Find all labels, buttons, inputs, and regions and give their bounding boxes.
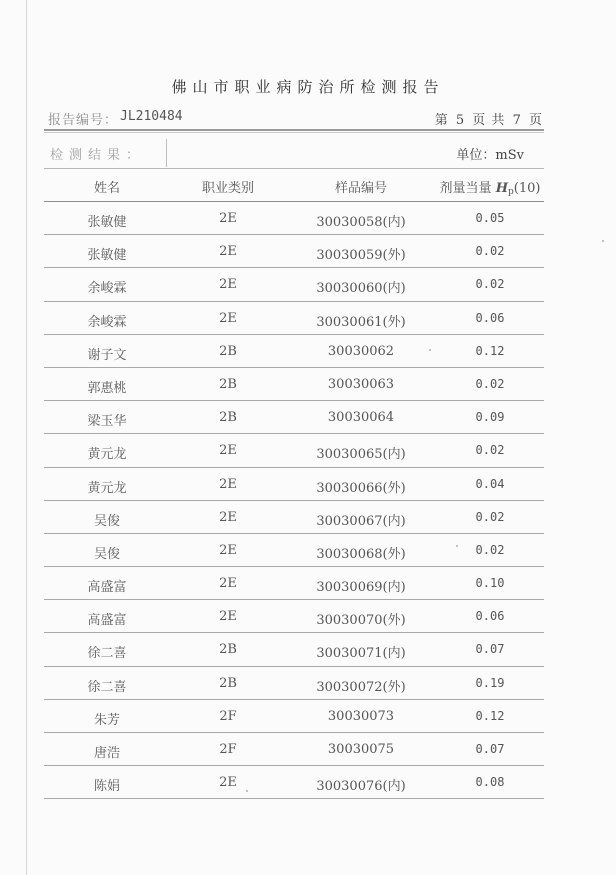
cell-sample-no: 30030063	[327, 376, 395, 392]
cell-dose: 0.05	[475, 211, 505, 225]
cell-name: 徐二喜	[87, 679, 127, 695]
cell-sample-no: 30030067(内)	[316, 513, 406, 529]
table-row	[44, 600, 544, 633]
cell-dose: 0.02	[475, 376, 505, 391]
scan-speck	[246, 790, 248, 792]
cell-name: 黄元龙	[87, 480, 127, 496]
cell-dose: 0.10	[475, 576, 505, 591]
cell-sample-no: 30030071(内)	[316, 646, 406, 662]
page-current: 5	[455, 113, 466, 128]
table-row	[44, 534, 544, 567]
cell-dose: 0.07	[475, 642, 505, 657]
cell-sample-no: 30030062	[327, 343, 395, 359]
cell-name: 余峻霖	[87, 281, 127, 297]
table-row	[44, 733, 544, 766]
cell-name: 朱芳	[93, 712, 120, 728]
header-dose-suffix: (10)	[513, 181, 541, 196]
table-row	[44, 368, 544, 401]
scan-speck	[602, 240, 604, 242]
header-category: 职业类别	[201, 181, 254, 196]
unit-label: 单位：mSv	[456, 148, 524, 163]
table-row	[44, 667, 544, 700]
cell-name: 高盛富	[87, 613, 127, 629]
report-number-value: JL210484	[120, 109, 183, 124]
cell-dose: 0.07	[475, 742, 505, 756]
cell-name: 吴俊	[93, 513, 120, 529]
cell-sample-no: 30030070(外)	[316, 613, 406, 629]
cell-sample-no: 30030059(外)	[316, 248, 406, 264]
page-suffix: 页	[528, 113, 543, 128]
page-indicator	[434, 109, 544, 128]
header-dose	[436, 177, 544, 197]
cell-dose: 0.02	[475, 443, 505, 458]
cell-dose: 0.02	[475, 244, 505, 259]
cell-sample-no: 30030060(内)	[316, 281, 406, 297]
table-row	[44, 302, 544, 335]
cell-name: 郭惠桃	[87, 380, 127, 396]
cell-name: 陈娟	[93, 779, 120, 795]
cell-dose: 0.19	[475, 675, 505, 690]
page-middle: 页 共	[472, 113, 506, 128]
cell-category: 2E	[219, 244, 237, 260]
cell-dose: 0.08	[475, 775, 505, 790]
cell-category: 2B	[219, 343, 237, 359]
header-sample-no: 样品编号	[334, 181, 387, 196]
cell-name: 黄元龙	[87, 447, 127, 463]
cell-category: 2E	[219, 576, 237, 592]
cell-name: 徐二喜	[87, 646, 127, 662]
report-number-label: 报告编号：	[48, 113, 119, 128]
page-prefix: 第	[434, 113, 449, 128]
cell-dose: 0.02	[475, 509, 505, 524]
scan-speck	[429, 349, 431, 351]
table-header	[44, 170, 544, 200]
cell-category: 2B	[219, 410, 237, 426]
page-total: 7	[512, 113, 522, 128]
scan-edge-line	[26, 0, 27, 875]
cell-sample-no: 30030073	[327, 708, 395, 724]
table-row	[44, 633, 544, 666]
cell-category: 2E	[219, 509, 237, 525]
header-dose-prefix: 剂量当量	[439, 181, 492, 196]
cell-dose: 0.12	[475, 343, 505, 358]
cell-category: 2B	[219, 376, 237, 392]
cell-category: 2B	[219, 675, 237, 691]
table-row	[44, 501, 544, 534]
result-section-row	[44, 139, 544, 167]
table-row	[44, 434, 544, 467]
cell-dose: 0.06	[475, 310, 505, 325]
cell-name: 张敏健	[87, 248, 127, 264]
cell-dose: 0.04	[475, 476, 505, 491]
table-row	[44, 335, 544, 368]
cell-name: 谢子文	[87, 347, 127, 363]
header-dose-subscript: p	[508, 187, 514, 197]
cell-category: 2E	[219, 542, 237, 558]
cell-sample-no: 30030066(外)	[316, 480, 406, 496]
header-rule-thin	[44, 132, 544, 133]
table-row	[44, 268, 544, 301]
table-row	[44, 401, 544, 434]
cell-name: 梁玉华	[87, 414, 127, 430]
table-row	[44, 700, 544, 733]
result-divider	[166, 139, 167, 167]
cell-dose: 0.09	[475, 410, 505, 425]
scan-speck	[456, 545, 458, 547]
cell-category: 2E	[219, 211, 237, 226]
cell-sample-no: 30030069(内)	[316, 580, 406, 596]
cell-dose: 0.06	[475, 609, 505, 624]
cell-category: 2E	[219, 775, 237, 791]
cell-name: 张敏健	[87, 215, 127, 230]
table-row	[44, 202, 544, 235]
result-label: 检测结果：	[50, 148, 146, 163]
cell-category: 2B	[219, 642, 237, 658]
cell-dose: 0.02	[475, 277, 505, 292]
section-rule	[44, 168, 544, 169]
header-rule	[44, 129, 544, 131]
cell-category: 2E	[219, 277, 237, 293]
table-row	[44, 235, 544, 268]
cell-category: 2E	[219, 443, 237, 459]
cell-sample-no: 30030068(外)	[316, 546, 406, 562]
table-row	[44, 766, 544, 799]
table-row	[44, 567, 544, 600]
header-name: 姓名	[93, 181, 120, 196]
cell-name: 余峻霖	[87, 314, 127, 330]
cell-sample-no: 30030064	[327, 410, 395, 426]
cell-sample-no: 30030076(内)	[316, 779, 406, 795]
cell-category: 2F	[219, 742, 237, 757]
cell-name: 唐浩	[93, 746, 120, 761]
cell-name: 吴俊	[93, 546, 120, 562]
cell-category: 2E	[219, 609, 237, 625]
cell-sample-no: 30030065(内)	[316, 447, 406, 463]
cell-dose: 0.12	[475, 708, 505, 723]
cell-sample-no: 30030061(外)	[316, 314, 406, 330]
table-body	[44, 202, 544, 799]
table-row	[44, 468, 544, 501]
report-title: 佛山市职业病防治所检测报告	[171, 78, 445, 96]
cell-category: 2E	[219, 476, 237, 492]
cell-sample-no: 30030075	[327, 742, 395, 757]
cell-dose: 0.02	[475, 542, 505, 557]
cell-category: 2E	[219, 310, 237, 326]
cell-name: 高盛富	[87, 580, 127, 596]
cell-sample-no: 30030072(外)	[316, 679, 406, 695]
cell-sample-no: 30030058(内)	[316, 215, 406, 230]
header-dose-symbol: H	[495, 181, 508, 196]
cell-category: 2F	[219, 708, 237, 724]
